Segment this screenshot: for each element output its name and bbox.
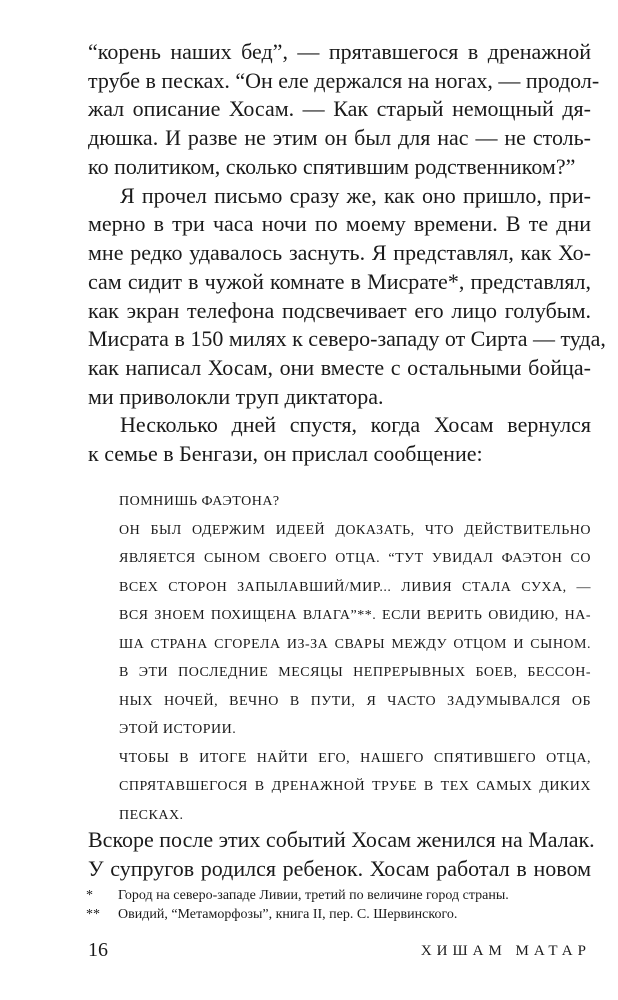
paragraph-1-line-1: “корень наших бед”, — прятавшегося в дренажной bbox=[88, 39, 591, 64]
paragraph-2-line-7: как написал Хосам, они вместе с остальными бойца- bbox=[88, 355, 591, 380]
paragraph-2-line-2: мерно в три часа ночи по моему времени. В те дни bbox=[88, 211, 591, 236]
page-number: 16 bbox=[88, 939, 108, 961]
paragraph-2-line-1: Я прочел письмо сразу же, как оно пришло, при- bbox=[120, 183, 591, 208]
running-head-author: ХИШАМ МАТАР bbox=[420, 943, 591, 959]
paragraph-3-line-2: к семье в Бенгази, он прислал сообщение: bbox=[88, 441, 483, 466]
paragraph-1-line-3: жал описание Хосам. — Как старый немощный дя- bbox=[88, 96, 591, 121]
paragraph-2-line-5: как экран телефона подсвечивает его лицо голубым. bbox=[88, 298, 591, 323]
footnote-1-text: Город на северо-западе Ливии, третий по величине город страны. bbox=[118, 888, 509, 903]
paragraph-4-line-2: У супругов родился ребенок. Хосам работал в новом bbox=[88, 856, 591, 881]
paragraph-1-line-5: ко политиком, сколько спятившим родственником?” bbox=[88, 154, 576, 179]
paragraph-1-line-2: трубе в песках. “Он еле держался на ногах, — продол- bbox=[88, 68, 600, 93]
letter-line-4: ВСЕХ СТОРОН ЗАПЫЛАВШИЙ/МИР... ЛИВИЯ СТАЛА СУХА, — bbox=[119, 580, 591, 595]
letter-line-12: ПЕСКАХ. bbox=[119, 808, 184, 823]
letter-line-7: В ЭТИ ПОСЛЕДНИЕ МЕСЯЦЫ НЕПРЕРЫВНЫХ БОЕВ, БЕССОН- bbox=[119, 665, 591, 680]
letter-line-6: ША СТРАНА СГОРЕЛА ИЗ-ЗА СВАРЫ МЕЖДУ ОТЦОМ И СЫНОМ. bbox=[119, 637, 591, 652]
letter-line-2: ОН БЫЛ ОДЕРЖИМ ИДЕЕЙ ДОКАЗАТЬ, ЧТО ДЕЙСТВИТЕЛЬНО bbox=[119, 523, 591, 538]
letter-line-1: ПОМНИШЬ ФАЭТОНА? bbox=[119, 494, 280, 509]
footnote-2-mark: ** bbox=[86, 907, 100, 922]
paragraph-2-line-6: Мисрата в 150 милях к северо-западу от Сирта — туда, bbox=[88, 326, 606, 351]
letter-line-9: ЭТОЙ ИСТОРИИ. bbox=[119, 722, 237, 737]
letter-line-5: ВСЯ ЗНОЕМ ПОХИЩЕНА ВЛАГА”**. ЕСЛИ ВЕРИТЬ ОВИДИЮ, НА- bbox=[119, 608, 591, 623]
paragraph-2-line-3: мне редко удавалось заснуть. Я представлял, как Хо- bbox=[88, 240, 591, 265]
letter-line-10: ЧТОБЫ В ИТОГЕ НАЙТИ ЕГО, НАШЕГО СПЯТИВШЕГО ОТЦА, bbox=[119, 751, 591, 766]
letter-line-3: ЯВЛЯЕТСЯ СЫНОМ СВОЕГО ОТЦА. “ТУТ УВИДАЛ ФАЭТОН СО bbox=[119, 551, 591, 566]
paragraph-3-line-1: Несколько дней спустя, когда Хосам вернулся bbox=[120, 412, 591, 437]
letter-line-11: СПРЯТАВШЕГОСЯ В ДРЕНАЖНОЙ ТРУБЕ В ТЕХ САМЫХ ДИКИХ bbox=[119, 779, 591, 794]
footnote-1-mark: * bbox=[86, 888, 93, 903]
paragraph-4-line-1: Вскоре после этих событий Хосам женился на Малак. bbox=[88, 827, 595, 852]
footnote-2-text: Овидий, “Метаморфозы”, книга II, пер. С. Шервинского. bbox=[118, 907, 458, 922]
paragraph-1-line-4: дюшка. И разве не этим он был для нас — не столь- bbox=[88, 125, 591, 150]
letter-line-8: НЫХ НОЧЕЙ, ВЕЧНО В ПУТИ, Я ЧАСТО ЗАДУМЫВАЛСЯ ОБ bbox=[119, 694, 591, 709]
paragraph-2-line-8: ми приволокли труп диктатора. bbox=[88, 384, 384, 409]
paragraph-2-line-4: сам сидит в чужой комнате в Мисрате*, представлял, bbox=[88, 269, 591, 294]
